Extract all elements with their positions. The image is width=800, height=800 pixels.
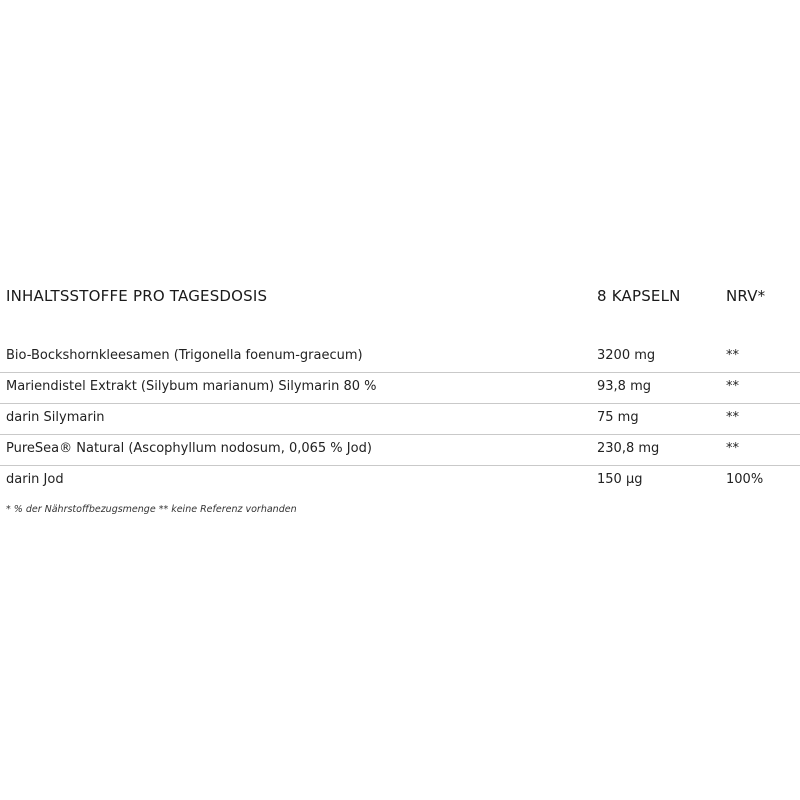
- header-ingredient: INHALTSSTOFFE PRO TAGESDOSIS: [6, 287, 268, 305]
- table-row: [0, 466, 800, 496]
- ingredient-name: darin Jod: [6, 472, 64, 487]
- ingredient-amount: 3200 mg: [597, 348, 656, 363]
- header-amount: 8 KAPSELN: [597, 287, 681, 305]
- ingredient-name: PureSea® Natural (Ascophyllum nodosum, 0,065 % Jod): [6, 441, 372, 456]
- ingredient-nrv: **: [726, 379, 739, 394]
- ingredient-nrv: **: [726, 441, 739, 456]
- table-header: [0, 281, 800, 315]
- nutrition-table: [0, 281, 800, 496]
- footnote: * % der Nährstoffbezugsmenge ** keine Referenz vorhanden: [6, 504, 297, 515]
- ingredient-nrv: **: [726, 410, 739, 425]
- table-row: [0, 342, 800, 373]
- ingredient-name: Bio-Bockshornkleesamen (Trigonella foenum-graecum): [6, 348, 363, 363]
- ingredient-nrv: **: [726, 348, 739, 363]
- header-nrv: NRV*: [726, 287, 766, 305]
- ingredient-name: Mariendistel Extrakt (Silybum marianum) Silymarin 80 %: [6, 379, 377, 394]
- ingredient-amount: 93,8 mg: [597, 379, 651, 394]
- ingredient-amount: 230,8 mg: [597, 441, 660, 456]
- ingredient-nrv: 100%: [726, 472, 764, 487]
- table-body: [0, 342, 800, 496]
- ingredient-name: darin Silymarin: [6, 410, 105, 425]
- table-row: [0, 404, 800, 435]
- ingredient-amount: 75 mg: [597, 410, 639, 425]
- ingredient-amount: 150 µg: [597, 472, 643, 487]
- table-row: [0, 373, 800, 404]
- table-row: [0, 435, 800, 466]
